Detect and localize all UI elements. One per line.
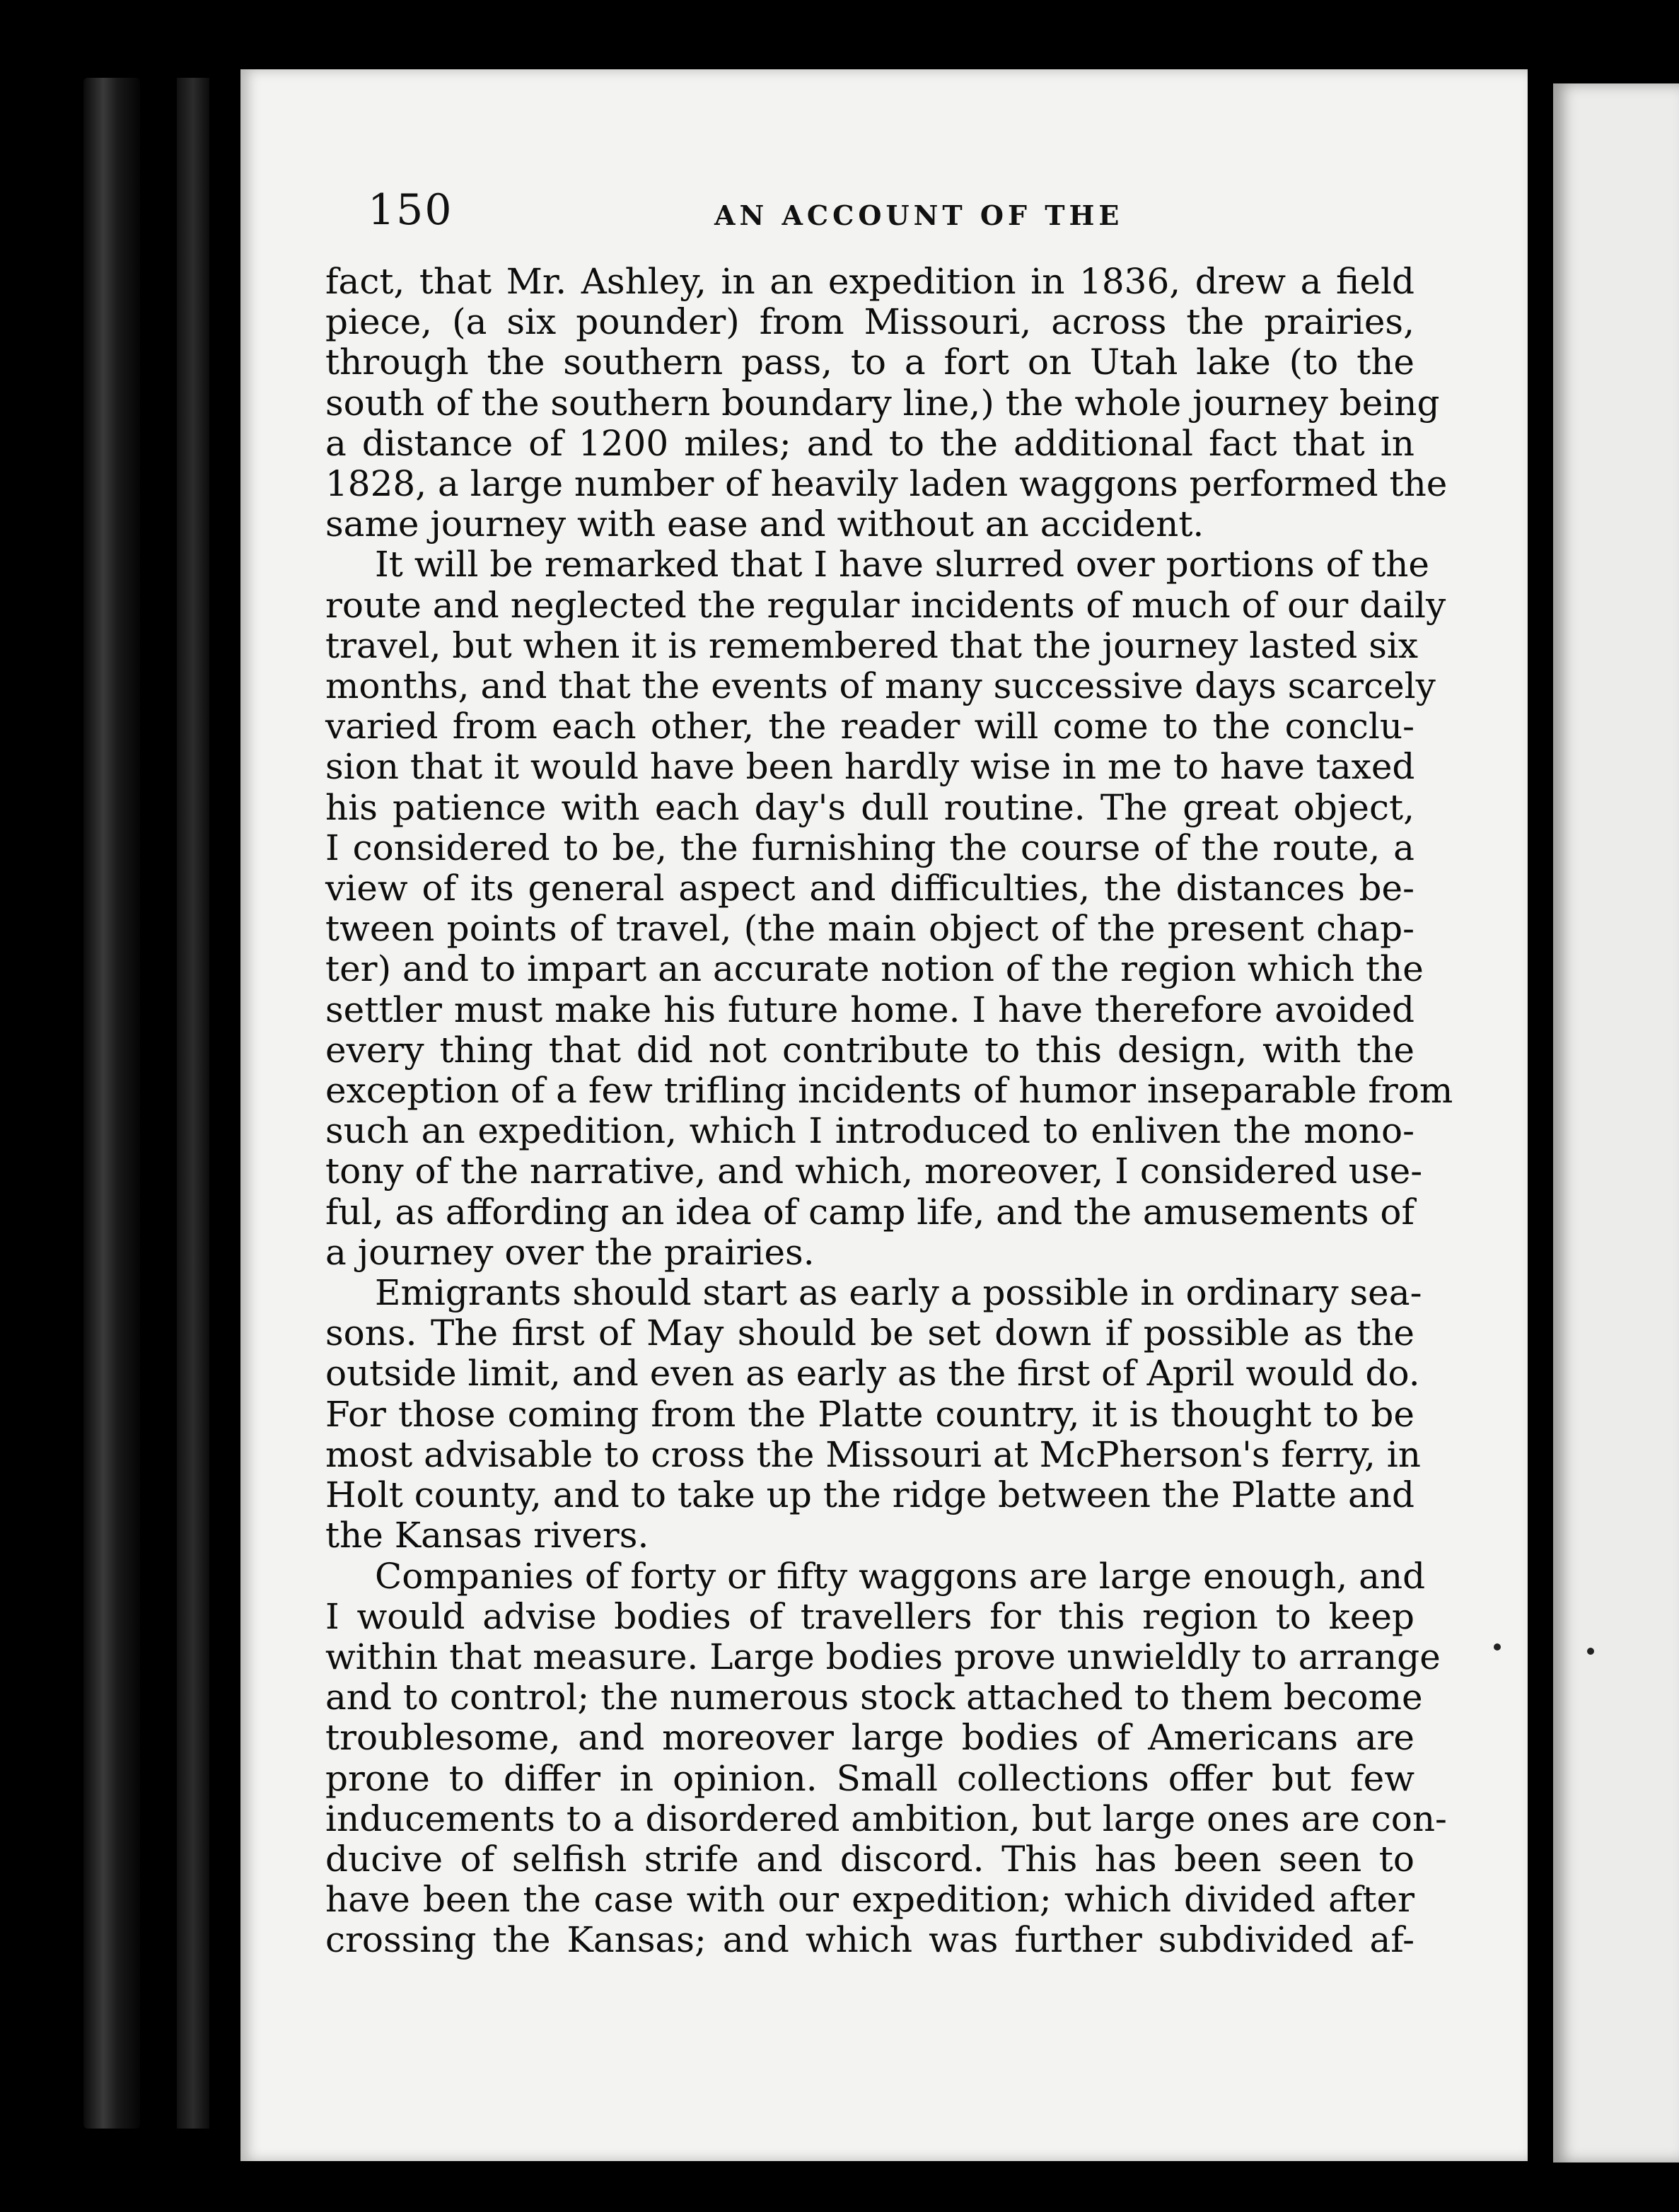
- text-line: I would advise bodies of travellers for this region to keep: [325, 1595, 1414, 1637]
- text-line: ducive of selfish strife and discord. This has been seen to: [325, 1838, 1414, 1880]
- text-line: Emigrants should start as early a possible in ordinary sea-: [375, 1272, 1422, 1314]
- text-line: crossing the Kansas; and which was further subdivided af-: [325, 1919, 1414, 1961]
- text-line: ful, as affording an idea of camp life, and the amusements of: [325, 1191, 1414, 1233]
- text-line: troublesome, and moreover large bodies of Americans are: [325, 1717, 1414, 1759]
- text-line: months, and that the events of many successive days scarcely: [325, 665, 1436, 707]
- book-spine: [83, 78, 140, 2129]
- text-line: 1828, a large number of heavily laden waggons performed the: [325, 463, 1448, 505]
- text-line: tony of the narrative, and which, moreover, I considered use-: [325, 1151, 1423, 1192]
- text-line: view of its general aspect and difficulties, the distances be-: [325, 868, 1414, 909]
- text-line: have been the case with our expedition; which divided after: [325, 1879, 1414, 1921]
- text-line: prone to differ in opinion. Small collections offer but few: [325, 1757, 1414, 1799]
- text-line: sion that it would have been hardly wise in me to have taxed: [325, 746, 1415, 788]
- text-line: ter) and to impart an accurate notion of the region which the: [325, 948, 1424, 990]
- text-line: I considered to be, the furnishing the course of the route, a: [325, 827, 1414, 868]
- text-line: settler must make his future home. I have therefore avoided: [325, 989, 1414, 1030]
- text-line: such an expedition, which I introduced to enliven the mono-: [325, 1110, 1414, 1152]
- text-line: and to control; the numerous stock attached to them become: [325, 1677, 1423, 1718]
- adjacent-page-edge: [1553, 83, 1679, 2162]
- page-header: [368, 185, 1386, 235]
- text-line: most advisable to cross the Missouri at McPherson's ferry, in: [325, 1433, 1421, 1475]
- body-text: [325, 261, 1453, 1961]
- text-line: a journey over the prairies.: [325, 1231, 815, 1273]
- text-line: For those coming from the Platte country, it is thought to be: [325, 1393, 1414, 1435]
- text-line: sons. The first of May should be set down if possible as the: [325, 1312, 1414, 1354]
- text-line: inducements to a disordered ambition, but large ones are con-: [325, 1798, 1447, 1839]
- book-binding-edge: [177, 78, 209, 2129]
- text-line: through the southern pass, to a fort on Utah lake (to the: [325, 342, 1414, 383]
- text-line: outside limit, and even as early as the first of April would do.: [325, 1353, 1420, 1395]
- text-line: route and neglected the regular incidents of much of our daily: [325, 584, 1446, 626]
- text-line: same journey with ease and without an accident.: [325, 503, 1204, 545]
- text-line: piece, (a six pounder) from Missouri, across the prairies,: [325, 301, 1414, 343]
- running-head: AN ACCOUNT OF THE: [714, 199, 1124, 231]
- text-line: Holt county, and to take up the ridge between the Platte and: [325, 1474, 1414, 1516]
- text-line: Companies of forty or fifty waggons are large enough, and: [375, 1555, 1426, 1597]
- text-line: his patience with each day's dull routine. The great object,: [325, 786, 1414, 828]
- text-line: fact, that Mr. Ashley, in an expedition in 1836, drew a field: [325, 261, 1414, 302]
- page-number: 150: [368, 185, 453, 235]
- text-line: a distance of 1200 miles; and to the additional fact that in: [325, 422, 1414, 464]
- text-line: within that measure. Large bodies prove unwieldly to arrange: [325, 1636, 1441, 1677]
- text-line: varied from each other, the reader will come to the conclu-: [325, 706, 1414, 747]
- text-line: south of the southern boundary line,) the whole journey being: [325, 382, 1440, 424]
- text-line: It will be remarked that I have slurred over portions of the: [375, 544, 1429, 586]
- text-line: exception of a few trifling incidents of humor inseparable from: [325, 1070, 1453, 1112]
- text-line: tween points of travel, (the main object of the present chap-: [325, 908, 1414, 950]
- text-line: the Kansas rivers.: [325, 1515, 649, 1556]
- text-line: every thing that did not contribute to this design, with the: [325, 1029, 1414, 1071]
- ink-speck: [1587, 1648, 1594, 1655]
- text-line: travel, but when it is remembered that the journey lasted six: [325, 624, 1419, 666]
- ink-speck: [1494, 1643, 1501, 1651]
